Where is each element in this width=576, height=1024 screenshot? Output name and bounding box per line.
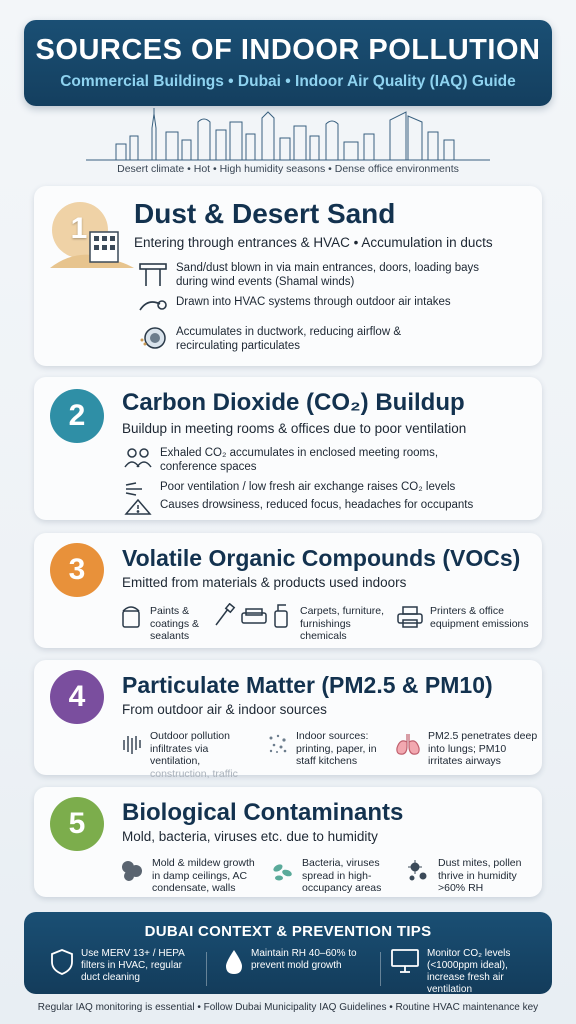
shield-icon (50, 948, 74, 976)
section-subtitle: Mold, bacteria, viruses etc. due to humidity (122, 829, 378, 844)
mold-icon (118, 857, 146, 885)
tips-title: DUBAI CONTEXT & PREVENTION TIPS (144, 923, 432, 940)
header-banner (24, 20, 552, 106)
lungs-icon (394, 730, 422, 758)
warning-icon (124, 499, 152, 515)
water-drop-icon (224, 948, 244, 976)
page-title: SOURCES OF INDOOR POLLUTION (35, 34, 541, 66)
section-card-biological (34, 787, 542, 897)
dust-mite-icon (406, 857, 432, 885)
list-item: Carpets, furniture, furnishings chemicals (300, 605, 385, 643)
section-subtitle: Emitted from materials & products used indoors (122, 575, 407, 590)
list-item: Mold & mildew growth in damp ceilings, AC condensate, walls (152, 857, 255, 895)
section-card-vocs (34, 533, 542, 648)
paint-can-icon (120, 603, 144, 629)
page-subtitle: Commercial Buildings • Dubai • Indoor Air Quality (IAQ) Guide (60, 73, 516, 90)
tip-item: Use MERV 13+ / HEPA filters in HVAC, regular duct cleaning (50, 948, 198, 984)
list-item: Poor ventilation / low fresh air exchange raises CO₂ levels (124, 481, 524, 497)
wind-icon (124, 481, 152, 497)
dubai-skyline-illustration (86, 108, 490, 162)
section-title: Carbon Dioxide (CO₂) Buildup (122, 389, 465, 416)
list-item: Accumulates in ductwork, reducing airflow & recirculating particulates (138, 326, 528, 354)
section-card-co2 (34, 377, 542, 520)
section-title: Volatile Organic Compounds (VOCs) (122, 545, 521, 571)
climate-note: Desert climate • Hot • High humidity seasons • Dense office environments (117, 163, 459, 175)
printer-icon (396, 605, 424, 629)
bacteria-icon (270, 859, 296, 885)
section-number-2: 2 (50, 389, 104, 443)
divider (380, 952, 381, 986)
section-subtitle: Entering through entrances & HVAC • Accumulation in ducts (134, 235, 493, 250)
list-item: Printers & office equipment emissions (430, 605, 529, 630)
door-icon (138, 262, 168, 288)
list-item: Dust mites, pollen thrive in humidity >60% RH (438, 857, 522, 895)
section-title: Particulate Matter (PM2.5 & PM10) (122, 672, 493, 698)
monitor-icon (390, 948, 420, 974)
tip-item: Maintain RH 40–60% to prevent mold growth (224, 948, 374, 976)
footer-note: Regular IAQ monitoring is essential • Follow Dubai Municipality IAQ Guidelines • Routine HVAC maintenance key (37, 1002, 539, 1013)
divider (206, 952, 207, 986)
spray-bottle-icon (272, 601, 290, 629)
section-title: Biological Contaminants (122, 799, 404, 826)
list-item: Causes drowsiness, reduced focus, headaches for occupants (124, 499, 524, 515)
list-item: Bacteria, viruses spread in high-occupancy areas (302, 857, 382, 895)
air-intake-icon (138, 296, 168, 316)
sofa-icon (240, 605, 268, 627)
section-number-3: 3 (50, 543, 104, 597)
section-title: Dust & Desert Sand (134, 198, 396, 229)
list-item: Sand/dust blown in via main entrances, doors, loading bays during wind events (Shamal winds) (138, 262, 528, 290)
dust-icon (266, 732, 290, 756)
list-item: Outdoor pollution infiltrates via ventilation, construction, traffic (150, 730, 238, 780)
section-card-dust (34, 186, 542, 366)
tip-item: Monitor CO₂ levels (<1000ppm ideal), increase fresh air ventilation (390, 948, 546, 996)
brush-icon (212, 603, 236, 629)
list-item: Drawn into HVAC systems through outdoor air intakes (138, 296, 528, 316)
list-item: Exhaled CO₂ accumulates in enclosed meeting rooms, conference spaces (124, 447, 524, 475)
particles-icon (120, 732, 144, 756)
people-icon (124, 447, 152, 469)
section-number-5: 5 (50, 797, 104, 851)
section-subtitle: From outdoor air & indoor sources (122, 702, 327, 717)
section-subtitle: Buildup in meeting rooms & offices due to poor ventilation (122, 421, 467, 436)
prevention-tips-panel (24, 912, 552, 994)
list-item: Indoor sources: printing, paper, in staff kitchens (296, 730, 377, 768)
section-number-1: 1 (70, 212, 88, 245)
list-item: PM2.5 penetrates deep into lungs; PM10 irritates airways (428, 730, 538, 768)
section-card-particulate (34, 660, 542, 780)
duct-icon (138, 326, 168, 350)
list-item: Paints & coatings & sealants (150, 605, 200, 643)
section-number-4: 4 (50, 670, 104, 724)
